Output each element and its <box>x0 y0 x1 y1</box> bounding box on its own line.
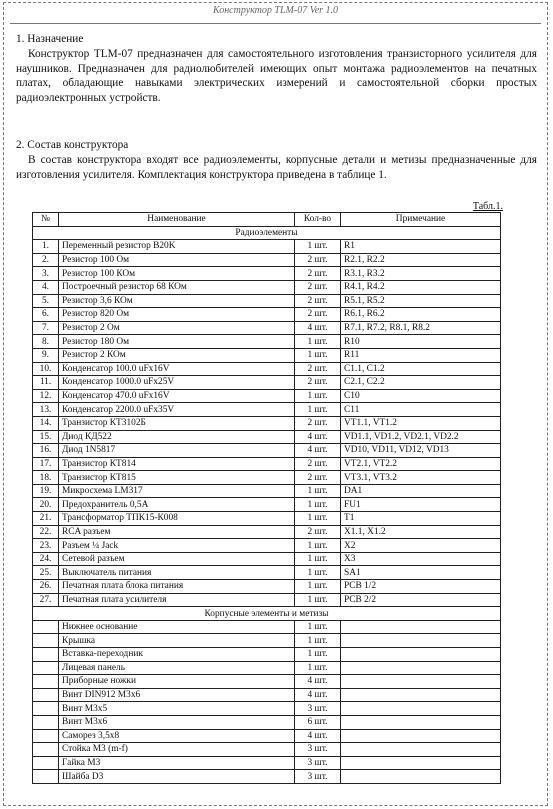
cell-qty: 2 шт. <box>295 308 341 322</box>
table-row <box>33 444 501 458</box>
cell-number <box>33 729 59 743</box>
table-row <box>33 620 501 634</box>
cell-number: 23. <box>33 539 59 553</box>
table-row <box>33 348 501 362</box>
cell-note <box>341 688 501 702</box>
section-2-heading: 2. Состав конструктора <box>16 139 129 151</box>
cell-qty: 4 шт. <box>295 675 341 689</box>
cell-qty: 4 шт. <box>295 688 341 702</box>
group-title: Радиоэлементы <box>33 226 501 240</box>
cell-note <box>341 729 501 743</box>
table-row <box>33 552 501 566</box>
cell-number: 19. <box>33 484 59 498</box>
cell-name: Транзистор КТ815 <box>59 471 295 485</box>
cell-qty: 2 шт. <box>295 362 341 376</box>
cell-qty: 3 шт. <box>295 756 341 770</box>
cell-qty: 1 шт. <box>295 484 341 498</box>
table-row <box>33 240 501 254</box>
cell-number <box>33 756 59 770</box>
cell-name: Конденсатор 1000.0 uFx25V <box>59 376 295 390</box>
cell-name: RCA разъем <box>59 525 295 539</box>
cell-qty: 3 шт. <box>295 702 341 716</box>
cell-qty: 1 шт. <box>295 348 341 362</box>
cell-note: X2 <box>341 539 501 553</box>
cell-note: R6.1, R6.2 <box>341 308 501 322</box>
cell-note: VD10, VD11, VD12, VD13 <box>341 444 501 458</box>
table-row <box>33 729 501 743</box>
cell-number <box>33 702 59 716</box>
section-contents <box>16 138 537 182</box>
cell-qty: 2 шт. <box>295 267 341 281</box>
cell-number <box>33 688 59 702</box>
cell-qty: 2 шт. <box>295 294 341 308</box>
page-header: Конструктор TLM-07 Ver 1.0 <box>212 5 339 16</box>
table-group-row <box>33 226 501 240</box>
cell-qty: 2 шт. <box>295 253 341 267</box>
cell-note: X1.1, X1.2 <box>341 525 501 539</box>
table-body <box>33 226 501 783</box>
cell-number <box>33 661 59 675</box>
cell-number <box>33 634 59 648</box>
cell-note: SA1 <box>341 566 501 580</box>
table-row <box>33 580 501 594</box>
cell-name: Резистор 100 КОм <box>59 267 295 281</box>
cell-name: Резистор 820 Ом <box>59 308 295 322</box>
cell-qty: 1 шт. <box>295 403 341 417</box>
group-title: Корпусные элементы и метизы <box>33 607 501 621</box>
cell-qty: 4 шт. <box>295 444 341 458</box>
table-row <box>33 376 501 390</box>
table-row <box>33 756 501 770</box>
cell-qty: 3 шт. <box>295 743 341 757</box>
cell-name: Саморез 3,5x8 <box>59 729 295 743</box>
cell-note: PCB 2/2 <box>341 593 501 607</box>
cell-note <box>341 648 501 662</box>
cell-qty: 1 шт. <box>295 552 341 566</box>
cell-note <box>341 634 501 648</box>
cell-qty: 4 шт. <box>295 321 341 335</box>
cell-note: R1 <box>341 240 501 254</box>
cell-qty: 1 шт. <box>295 512 341 526</box>
cell-number <box>33 770 59 784</box>
cell-note: R5.1, R5.2 <box>341 294 501 308</box>
cell-name: Построечный резистор 68 КОм <box>59 280 295 294</box>
cell-name: Выключатель питания <box>59 566 295 580</box>
cell-note: PCB 1/2 <box>341 580 501 594</box>
cell-name: Винт М3x6 <box>59 715 295 729</box>
cell-number: 21. <box>33 512 59 526</box>
table-row <box>33 253 501 267</box>
cell-number: 11. <box>33 376 59 390</box>
cell-number <box>33 620 59 634</box>
cell-note: R3.1, R3.2 <box>341 267 501 281</box>
cell-name: Сетевой разъем <box>59 552 295 566</box>
cell-note <box>341 620 501 634</box>
cell-number: 13. <box>33 403 59 417</box>
cell-qty: 1 шт. <box>295 566 341 580</box>
cell-note: FU1 <box>341 498 501 512</box>
cell-name: Нижнее основание <box>59 620 295 634</box>
cell-qty: 1 шт. <box>295 593 341 607</box>
cell-number: 24. <box>33 552 59 566</box>
cell-qty: 1 шт. <box>295 634 341 648</box>
table-caption: Табл.1. <box>472 201 503 212</box>
cell-number <box>33 648 59 662</box>
table-row <box>33 362 501 376</box>
cell-name: Винт DIN912 М3x6 <box>59 688 295 702</box>
cell-note: C10 <box>341 389 501 403</box>
cell-note: VD1.1, VD1.2, VD2.1, VD2.2 <box>341 430 501 444</box>
cell-number: 16. <box>33 444 59 458</box>
cell-number: 25. <box>33 566 59 580</box>
cell-qty: 2 шт. <box>295 525 341 539</box>
cell-qty: 4 шт. <box>295 729 341 743</box>
cell-qty: 2 шт. <box>295 376 341 390</box>
cell-number <box>33 743 59 757</box>
table-row <box>33 648 501 662</box>
cell-qty: 1 шт. <box>295 661 341 675</box>
cell-number: 2. <box>33 253 59 267</box>
cell-note: VT3.1, VT3.2 <box>341 471 501 485</box>
section-2-text: В состав конструктора входят все радиоэлементы, корпусные детали и метизы предназначенные для изготовления усилителя. Комплектация конструктора приведена в таблице 1. <box>16 154 537 181</box>
cell-qty: 1 шт. <box>295 389 341 403</box>
cell-note: T1 <box>341 512 501 526</box>
cell-number: 8. <box>33 335 59 349</box>
cell-name: Приборные ножки <box>59 675 295 689</box>
table-row <box>33 403 501 417</box>
table-row <box>33 308 501 322</box>
cell-note: X3 <box>341 552 501 566</box>
cell-note <box>341 743 501 757</box>
cell-name: Транзистор КТ814 <box>59 457 295 471</box>
cell-number: 1. <box>33 240 59 254</box>
cell-name: Гайка М3 <box>59 756 295 770</box>
cell-name: Печатная плата усилителя <box>59 593 295 607</box>
cell-qty: 1 шт. <box>295 498 341 512</box>
col-header-name: Наименование <box>59 213 295 227</box>
cell-note <box>341 675 501 689</box>
cell-note: R11 <box>341 348 501 362</box>
table-row <box>33 688 501 702</box>
section-purpose <box>16 32 537 105</box>
cell-name: Резистор 2 Ом <box>59 321 295 335</box>
cell-number: 6. <box>33 308 59 322</box>
cell-number: 14. <box>33 416 59 430</box>
cell-qty: 1 шт. <box>295 620 341 634</box>
cell-qty: 2 шт. <box>295 457 341 471</box>
col-header-note: Примечание <box>341 213 501 227</box>
cell-number: 15. <box>33 430 59 444</box>
cell-name: Вставка-переходник <box>59 648 295 662</box>
cell-number: 5. <box>33 294 59 308</box>
cell-number: 22. <box>33 525 59 539</box>
cell-name: Шайба D3 <box>59 770 295 784</box>
cell-note <box>341 661 501 675</box>
table-row <box>33 675 501 689</box>
cell-number: 4. <box>33 280 59 294</box>
cell-name: Резистор 100 Ом <box>59 253 295 267</box>
cell-name: Резистор 3,6 КОм <box>59 294 295 308</box>
cell-number <box>33 675 59 689</box>
col-header-number: № <box>33 213 59 227</box>
cell-number: 7. <box>33 321 59 335</box>
cell-note: R10 <box>341 335 501 349</box>
cell-name: Крышка <box>59 634 295 648</box>
cell-number: 27. <box>33 593 59 607</box>
cell-name: Резистор 180 Ом <box>59 335 295 349</box>
cell-note: C2.1, C2.2 <box>341 376 501 390</box>
cell-name: Конденсатор 470.0 uFx16V <box>59 389 295 403</box>
cell-name: Диод 1N5817 <box>59 444 295 458</box>
cell-number: 12. <box>33 389 59 403</box>
cell-number: 26. <box>33 580 59 594</box>
cell-name: Переменный резистор B20K <box>59 240 295 254</box>
cell-name: Микросхема LM317 <box>59 484 295 498</box>
cell-name: Конденсатор 2200.0 uFx35V <box>59 403 295 417</box>
cell-name: Резистор 2 КОм <box>59 348 295 362</box>
table-row <box>33 539 501 553</box>
header-divider <box>10 23 541 24</box>
table-row <box>33 321 501 335</box>
cell-note: C11 <box>341 403 501 417</box>
cell-name: Предохранитель 0,5A <box>59 498 295 512</box>
cell-qty: 2 шт. <box>295 416 341 430</box>
cell-note: R2.1, R2.2 <box>341 253 501 267</box>
cell-qty: 4 шт. <box>295 430 341 444</box>
cell-number <box>33 715 59 729</box>
cell-number: 9. <box>33 348 59 362</box>
cell-qty: 3 шт. <box>295 770 341 784</box>
cell-note <box>341 715 501 729</box>
table-row <box>33 498 501 512</box>
cell-number: 18. <box>33 471 59 485</box>
cell-note <box>341 756 501 770</box>
table-row <box>33 743 501 757</box>
cell-name: Винт М3x5 <box>59 702 295 716</box>
table-header-row <box>33 213 501 227</box>
table-row <box>33 389 501 403</box>
table-row <box>33 484 501 498</box>
table-row <box>33 593 501 607</box>
table-row <box>33 634 501 648</box>
cell-number: 17. <box>33 457 59 471</box>
table-row <box>33 280 501 294</box>
table-row <box>33 512 501 526</box>
table-row <box>33 702 501 716</box>
cell-note <box>341 770 501 784</box>
table-row <box>33 525 501 539</box>
cell-note: R4.1, R4.2 <box>341 280 501 294</box>
cell-qty: 1 шт. <box>295 648 341 662</box>
cell-number: 20. <box>33 498 59 512</box>
cell-name: Стойка М3 (m-f) <box>59 743 295 757</box>
cell-note: R7.1, R7.2, R8.1, R8.2 <box>341 321 501 335</box>
cell-number: 3. <box>33 267 59 281</box>
table-row <box>33 335 501 349</box>
cell-qty: 1 шт. <box>295 335 341 349</box>
table-row <box>33 715 501 729</box>
table-row <box>33 566 501 580</box>
table-row <box>33 294 501 308</box>
col-header-qty: Кол-во <box>295 213 341 227</box>
cell-note <box>341 702 501 716</box>
cell-note: DA1 <box>341 484 501 498</box>
table-row <box>33 661 501 675</box>
cell-qty: 6 шт. <box>295 715 341 729</box>
table-row <box>33 770 501 784</box>
cell-name: Трансформатор ТПК15-К008 <box>59 512 295 526</box>
cell-note: VT2.1, VT2.2 <box>341 457 501 471</box>
table-row <box>33 416 501 430</box>
cell-name: Конденсатор 100.0 uFx16V <box>59 362 295 376</box>
cell-note: C1.1, C1.2 <box>341 362 501 376</box>
table-group-row <box>33 607 501 621</box>
cell-note: VT1.1, VT1.2 <box>341 416 501 430</box>
cell-qty: 1 шт. <box>295 240 341 254</box>
cell-name: Лицевая панель <box>59 661 295 675</box>
cell-name: Транзистор КТ3102Б <box>59 416 295 430</box>
table-row <box>33 457 501 471</box>
cell-qty: 2 шт. <box>295 280 341 294</box>
table-row <box>33 267 501 281</box>
cell-number: 10. <box>33 362 59 376</box>
section-1-heading: 1. Назначение <box>16 33 84 45</box>
cell-qty: 2 шт. <box>295 471 341 485</box>
table-row <box>33 471 501 485</box>
cell-name: Диод КД522 <box>59 430 295 444</box>
cell-qty: 1 шт. <box>295 580 341 594</box>
cell-qty: 1 шт. <box>295 539 341 553</box>
section-1-text: Конструктор TLM-07 предназначен для самостоятельного изготовления транзисторного усилителя для наушников. Предназначен для радиолюбителей имеющих опыт монтажа радиоэлементов на печатных платах, обладающие навыками электрических измерений и самостоятельной сборки простых радиоэлектронных устройств. <box>16 48 537 104</box>
cell-name: Разъем ¼ Jack <box>59 539 295 553</box>
cell-name: Печатная плата блока питания <box>59 580 295 594</box>
table-row <box>33 430 501 444</box>
components-table <box>32 212 501 784</box>
